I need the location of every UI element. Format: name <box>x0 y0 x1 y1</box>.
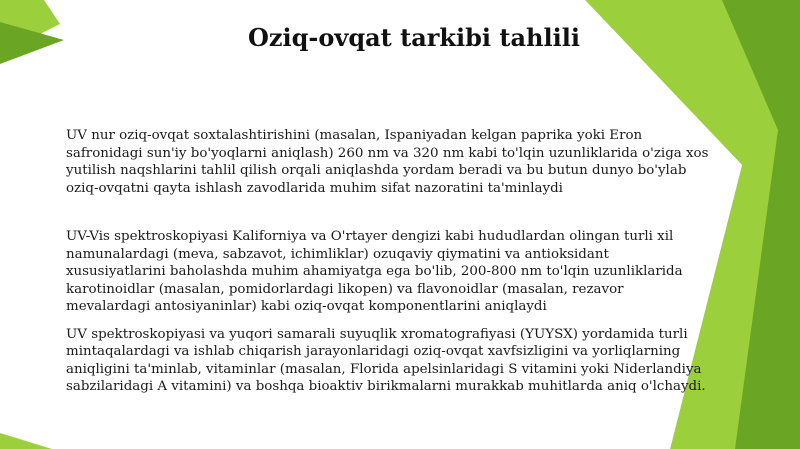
slide-body <box>66 127 756 396</box>
paragraph-nutritional-value: UV-Vis spektroskopiyasi Kaliforniya va O'rtayer dengizi kabi hududlardan olingan turli xil namunalardagi (meva, sabzavot, ichimliklar) ozuqaviy qiymatini va antioksidant xususiyatlarini baholashda muhim ahamiyatga ega bo'lib, 200-800 nm to'lqin uzunliklarida karotinoidlar (masalan, pomidorlardagi likopen) va flavonoidlar (masalan, rezavor mevalardagi antosiyaninlar) kabi oziq-ovqat komponentlarini aniqlaydi <box>66 229 683 314</box>
paragraph-food-safety: UV spektroskopiyasi va yuqori samarali suyuqlik xromatografiyasi (YUYSX) yordamida turli mintaqalardagi va ishlab chiqarish jarayonlaridagi oziq-ovqat xavfsizligini va yorliqlarning aniqligini ta'minlab, vitaminlar (masalan, Florida apelsinlaridagi S vitamini yoki Niderlandiya sabzilaridagi A vitamini) va boshqa bioaktiv birikmalarni murakkab muhitlarda aniq o'lchaydi. <box>66 326 706 394</box>
paragraph-food-adulteration: UV nur oziq-ovqat soxtalashtirishini (masalan, Ispaniyadan kelgan paprika yoki Eron safronidagi sun'iy bo'yoqlarni aniqlash) 260 nm va 320 nm kabi to'lqin uzunliklarida o'ziga xos yutilish naqshlarini tahlil qilish orqali aniqlashda yordam beradi va bu butun dunyo bo'ylab oziq-ovqatni qayta ishlash zavodlarida muhim sifat nazoratini ta'minlaydi <box>66 128 709 196</box>
slide-title: Oziq-ovqat tarkibi tahlili <box>248 23 580 52</box>
